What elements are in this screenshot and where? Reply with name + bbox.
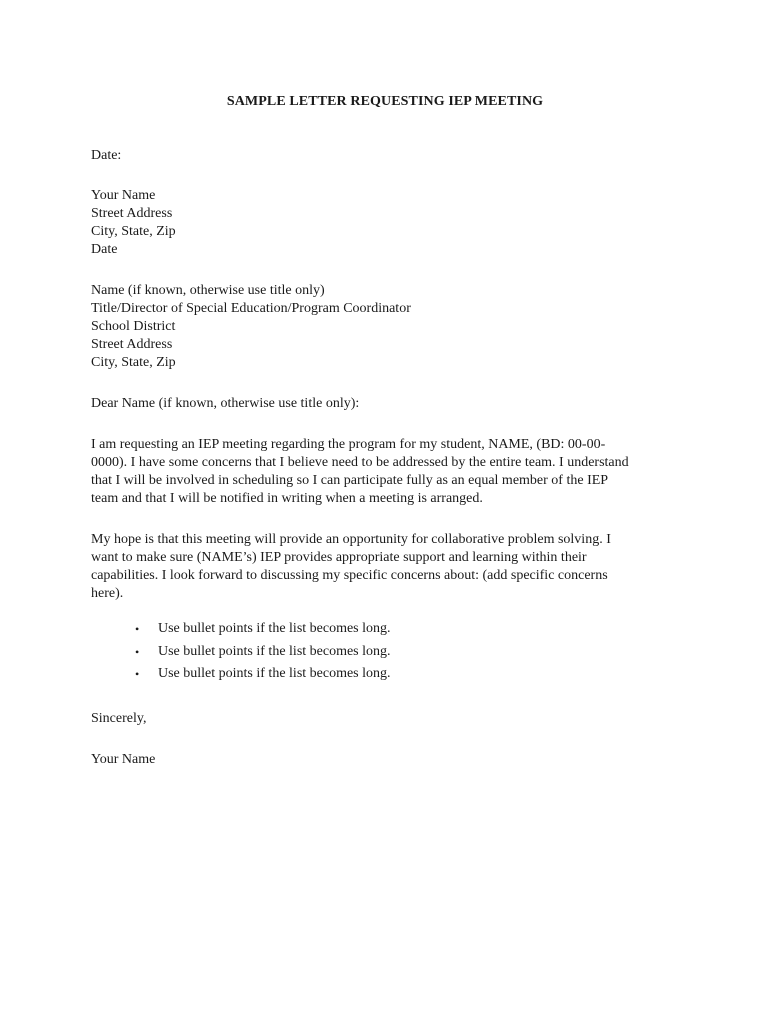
recipient-title: Title/Director of Special Education/Program Coordinator [91,301,411,316]
sender-city: City, State, Zip [91,224,176,239]
paragraph-line: team and that I will be notified in writing when a meeting is arranged. [91,491,483,506]
recipient-address [91,282,681,372]
sender-date: Date [91,242,118,257]
body-paragraph-1 [91,436,681,508]
paragraph-line: My hope is that this meeting will provide an opportunity for collaborative problem solving. I [91,532,611,547]
body-paragraph-2 [91,531,681,603]
bullet-icon: • [135,644,140,659]
closing [91,710,681,728]
bullet-icon: • [135,622,140,636]
paragraph-line: I am requesting an IEP meeting regarding the program for my student, NAME, (BD: 00-00- [91,437,606,452]
recipient-street: Street Address [91,337,173,352]
paragraph-line: want to make sure (NAME’s) IEP provides appropriate support and learning within their [91,550,587,565]
salutation-text: Dear Name (if known, otherwise use title only): [91,396,360,411]
list-item [91,618,651,641]
sender-address [91,187,681,259]
paragraph-line: that I will be involved in scheduling so I can participate fully as an equal member of the IEP [91,473,609,488]
recipient-district: School District [91,319,176,334]
list-item-text: Use bullet points if the list becomes long. [158,643,391,659]
paragraph-line: capabilities. I look forward to discussing my specific concerns about: (add specific concerns [91,568,608,583]
recipient-name: Name (if known, otherwise use title only) [91,283,325,298]
date-line [91,147,681,165]
list-item-text: Use bullet points if the list becomes long. [158,621,391,636]
salutation [91,395,681,413]
sender-name: Your Name [91,188,156,203]
list-item [91,641,651,664]
paragraph-line: 0000). I have some concerns that I believe need to be addressed by the entire team. I understand [91,455,629,470]
signature [91,751,681,769]
closing-text: Sincerely, [91,711,147,726]
paragraph-line: here). [91,586,124,601]
list-item [91,663,651,686]
sender-street: Street Address [91,206,173,221]
letter-title: SAMPLE LETTER REQUESTING IEP MEETING [226,94,544,109]
signature-name: Your Name [91,752,156,767]
date-label: Date: [91,148,122,163]
list-item-text: Use bullet points if the list becomes long. [158,666,391,681]
recipient-city: City, State, Zip [91,355,176,370]
bullet-icon: • [135,667,140,681]
concerns-bullet-list [91,618,651,686]
